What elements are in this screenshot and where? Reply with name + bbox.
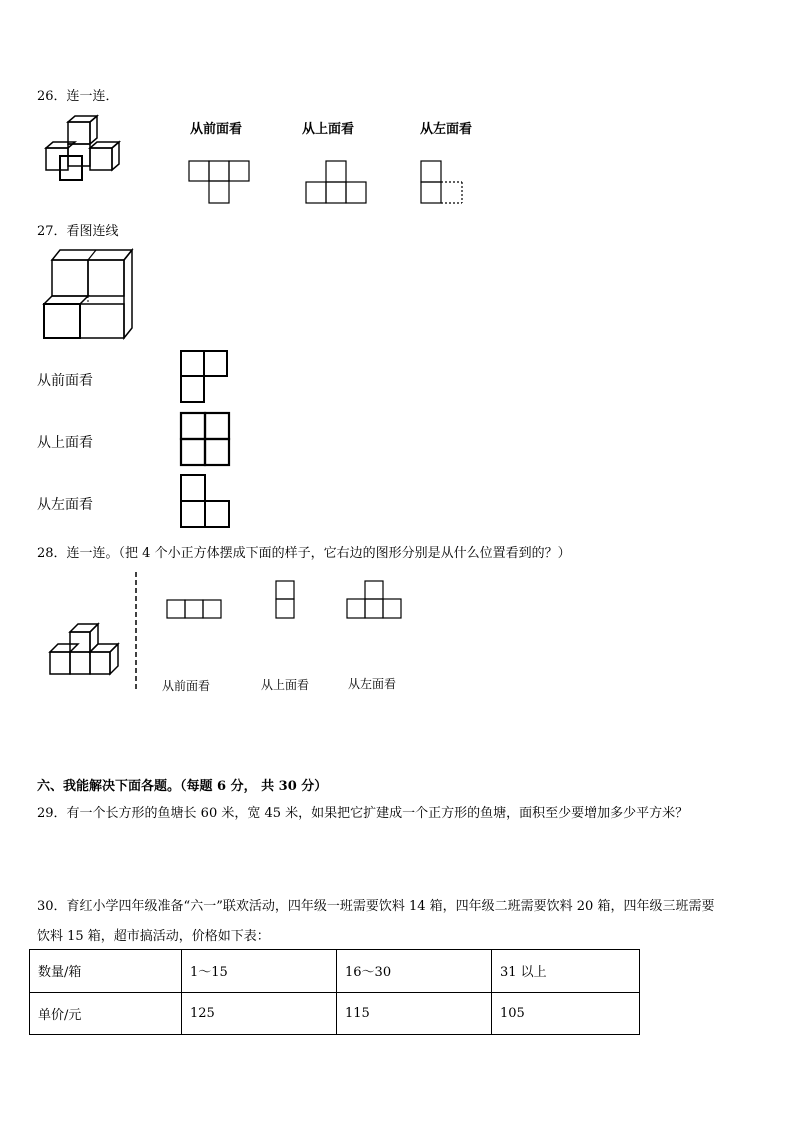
q28-label-front: 从前面看: [162, 679, 211, 693]
table-cell: 16～30: [337, 950, 492, 993]
q27-block-drawing: [40, 246, 132, 342]
q26-title: 26．连一连．: [37, 89, 119, 104]
price-table: [29, 949, 640, 1035]
q27-label-front: 从前面看: [37, 373, 93, 389]
table-cell: 单价/元: [30, 992, 182, 1035]
q30-text-line1: 30．育红小学四年级准备“六一”联欢活动，四年级一班需要饮料 14 箱，四年级二班需要饮料 20 箱，四年级三班需要: [37, 899, 715, 914]
table-cell: 1～15: [182, 950, 337, 993]
q30-text-line2: 饮料 15 箱，超市搞活动，价格如下表：: [37, 929, 270, 944]
q29-text: 29．有一个长方形的鱼塘长 60 米，宽 45 米，如果把它扩建成一个正方形的鱼塘，面积至少要增加多少平方米？: [37, 806, 689, 821]
table-row: [30, 950, 640, 993]
table-cell: 数量/箱: [30, 950, 182, 993]
section-6-heading: 六、我能解决下面各题。（每题 6 分， 共 30 分）: [37, 779, 328, 794]
table-cell: 125: [182, 992, 337, 1035]
q28-view-three-row: [166, 599, 222, 619]
q28-label-top: 从上面看: [261, 678, 310, 692]
table-cell: 105: [492, 992, 640, 1035]
q28-title: 28．连一连。（把 4 个小正方体摆成下面的样子，它右边的图形分别是从什么位置看到的？）: [37, 546, 571, 561]
table-row: [30, 992, 640, 1035]
table-cell: 115: [337, 992, 492, 1035]
q26-cube-drawing: [40, 112, 130, 184]
q26-view-inverted-t: [305, 160, 367, 204]
q27-view-3: [180, 474, 230, 528]
q27-title: 27．看图连线: [37, 224, 119, 239]
table-cell: 31 以上: [492, 950, 640, 993]
q28-view-inverted-t: [346, 580, 402, 620]
q28-label-left: 从左面看: [348, 677, 397, 691]
q28-view-two-column: [275, 580, 295, 620]
q26-view-t-shape: [188, 160, 250, 204]
q27-label-top: 从上面看: [37, 435, 93, 451]
q28-cube-drawing: [44, 618, 124, 680]
q26-label-top: 从上面看: [302, 122, 355, 137]
q28-dashed-divider: [134, 572, 138, 692]
q26-label-front: 从前面看: [190, 122, 243, 137]
q26-label-left: 从左面看: [420, 122, 473, 137]
q27-label-left: 从左面看: [37, 497, 93, 513]
q27-view-1: [180, 350, 228, 404]
q26-view-l-shape: [420, 160, 466, 204]
q27-view-2: [180, 412, 230, 466]
